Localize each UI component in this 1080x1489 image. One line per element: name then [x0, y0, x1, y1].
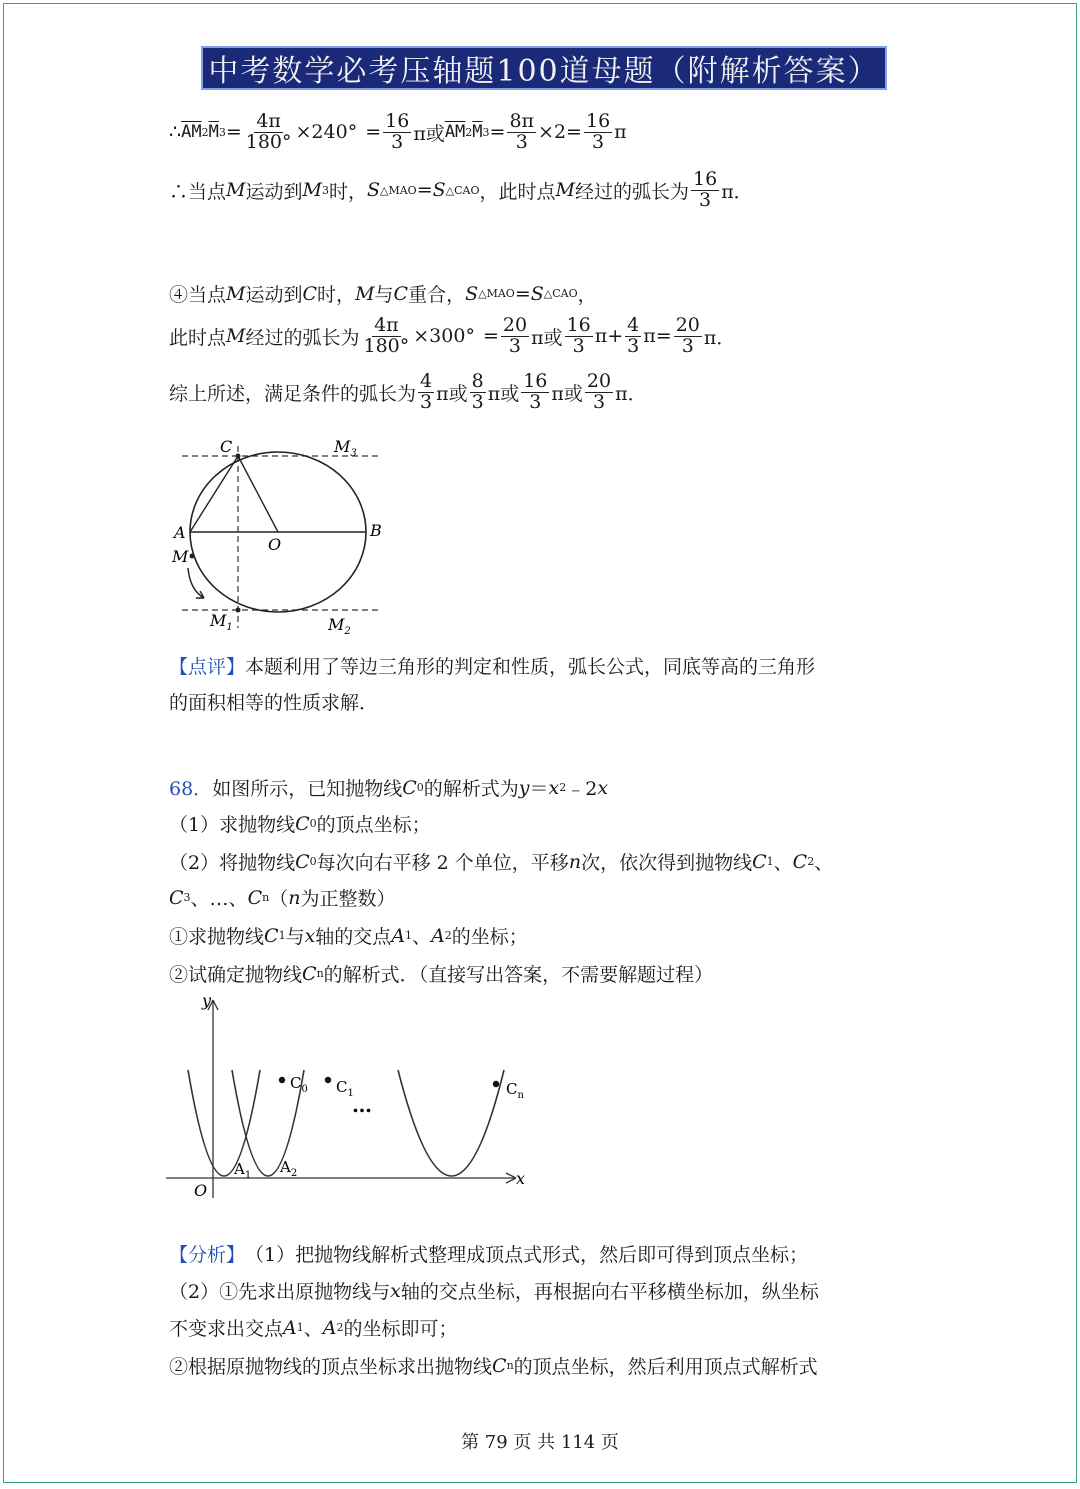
denominator: 3: [391, 130, 404, 153]
text: 每次向右平移 2 个单位，平移: [316, 852, 569, 874]
part-2-line-continued: [169, 884, 395, 911]
text: （2）①先求出原抛物线与: [169, 1281, 391, 1303]
text: 轴的交点: [315, 926, 392, 948]
subscript: 1: [296, 1321, 304, 1334]
label-a2: [279, 1158, 297, 1179]
text: 与: [285, 926, 305, 948]
var-m: M: [226, 179, 246, 202]
text: 的坐标；: [451, 926, 528, 948]
label-subscript: 1: [347, 1088, 354, 1099]
denominator: 180°: [245, 130, 292, 153]
subscript: △CAO: [543, 287, 578, 300]
fraction: [501, 316, 529, 357]
arc-am2m3-label: $\overline{AM}$: [444, 122, 466, 143]
text: 的解析式为: [423, 778, 519, 800]
var-c: C: [792, 850, 808, 873]
subscript: n: [506, 1359, 514, 1372]
subscript: △MAO: [478, 287, 515, 300]
var-c: C: [169, 886, 184, 909]
pi-or: π或: [413, 122, 445, 145]
denominator: 3: [515, 130, 528, 153]
numerator: 16: [566, 314, 591, 336]
text: 如图所示，已知抛物线: [212, 778, 403, 800]
document-page: [3, 3, 1077, 1483]
text: ④当点: [169, 284, 227, 306]
subscript: 2: [336, 1321, 344, 1334]
area-symbol: S: [530, 282, 544, 305]
var-c: C: [302, 282, 318, 305]
fraction: [625, 316, 641, 357]
text: 次，依次得到抛物线: [581, 852, 753, 874]
page-footer: 第 79 页 共 114 页: [461, 1432, 619, 1453]
part-2-line: [169, 848, 833, 875]
text: 时，: [328, 180, 367, 203]
analysis-line-1: [169, 1240, 808, 1267]
fraction: [470, 372, 486, 413]
text: ，此时点: [479, 180, 556, 203]
analysis-tag: 【分析】: [169, 1244, 246, 1266]
ellipsis: …: [352, 1093, 372, 1117]
label-subscript: 1: [244, 1170, 252, 1181]
var-m: M: [226, 282, 246, 305]
subscript: 2: [444, 929, 452, 942]
page-title: 中考数学必考压轴题100道母题（附解析答案）: [201, 46, 887, 90]
label-c: C: [290, 1074, 302, 1092]
var-x: x: [597, 776, 609, 799]
numerator: 20: [675, 314, 700, 336]
numerator: 4π: [374, 314, 399, 336]
numerator: 4: [420, 370, 433, 392]
label-subscript: 2: [290, 1168, 298, 1179]
var-m: M: [302, 179, 322, 202]
analysis-line-3: [169, 1314, 458, 1341]
text: 的顶点坐标，然后利用顶点式解析式: [513, 1356, 818, 1378]
numerator: 16: [385, 110, 410, 132]
var-x: x: [548, 776, 560, 799]
numerator: 16: [585, 110, 611, 132]
label-a: A: [174, 523, 186, 542]
subscript: 3: [482, 125, 490, 139]
equals: =: [365, 121, 382, 144]
equals: =: [514, 282, 531, 305]
superscript: 2: [559, 781, 567, 794]
label-c: C: [336, 1078, 348, 1096]
label-o: O: [268, 535, 282, 554]
denominator: 3: [681, 334, 694, 357]
var-y: y: [518, 776, 530, 799]
text: ②根据原抛物线的顶点坐标求出抛物线: [169, 1356, 493, 1378]
text: 为正整数）: [300, 888, 396, 910]
numerator: 8π: [509, 110, 535, 132]
denominator: 3: [529, 390, 542, 413]
var-c: C: [295, 850, 310, 873]
label-subscript: 0: [301, 1084, 308, 1095]
subscript: 0: [416, 781, 424, 794]
comment-line-1: [169, 652, 815, 679]
text: ∴当点: [169, 180, 227, 203]
subscript: n: [316, 967, 324, 980]
label-c0: [290, 1074, 308, 1095]
numerator: 20: [502, 314, 528, 336]
case-4-line: [169, 280, 597, 307]
label-m: M: [328, 615, 345, 634]
var-c: C: [492, 1354, 507, 1377]
var-x: x: [304, 924, 316, 947]
numerator: 4π: [256, 110, 281, 132]
var-a: A: [283, 1316, 297, 1339]
point-c: [236, 454, 241, 459]
c0-marker: [279, 1077, 285, 1083]
fraction: [383, 112, 411, 153]
text: 的坐标即可；: [343, 1318, 458, 1340]
denominator: 3: [592, 130, 605, 153]
label-a1: [233, 1160, 251, 1181]
subscript: 3: [183, 891, 191, 904]
var-c: C: [295, 812, 310, 835]
analysis-line-4: [169, 1352, 818, 1379]
text: ②试确定抛物线: [169, 964, 303, 986]
text: 此时点: [169, 326, 227, 349]
numerator: 16: [523, 370, 548, 392]
label-m: M: [172, 547, 189, 566]
arc-length-300-line: [169, 316, 735, 357]
text: 轴的交点坐标，再根据向右平移横坐标加，纵坐标: [400, 1281, 819, 1303]
numerator: 8: [471, 370, 484, 392]
text: 与: [374, 284, 394, 306]
fraction: [584, 112, 612, 153]
arc-m-label: $\overline{M}$: [472, 122, 483, 143]
label-m1: [209, 611, 233, 633]
label-subscript: 1: [226, 622, 233, 633]
denominator: 3: [508, 334, 522, 357]
label-m: M: [334, 437, 351, 456]
equals: =: [489, 121, 506, 144]
subscript: △CAO: [445, 183, 480, 197]
subscript: 2: [465, 125, 473, 139]
pi-or: π或: [531, 326, 563, 349]
denominator: 3: [627, 334, 640, 357]
subscript: n: [262, 891, 270, 904]
denominator: 3: [420, 390, 433, 413]
m3-conclusion-line: [169, 170, 753, 211]
fraction: [507, 112, 536, 153]
area-symbol: S: [432, 179, 446, 202]
parabola-figure: [164, 988, 544, 1218]
denominator: 3: [592, 390, 606, 413]
area-symbol: S: [366, 179, 381, 202]
var-m: M: [355, 282, 375, 305]
summary-line: [169, 372, 647, 413]
fraction: [521, 372, 549, 413]
arc-length-formula-line: [169, 112, 627, 153]
var-n: n: [288, 886, 301, 909]
label-cn: [506, 1080, 524, 1101]
numerator: 16: [693, 168, 718, 190]
var-x: x: [390, 1279, 401, 1302]
separator: 、: [303, 1318, 323, 1340]
denominator: 180°: [363, 334, 410, 357]
subscript: 1: [766, 855, 774, 868]
segment-ca: [190, 456, 238, 532]
var-c: C: [247, 886, 263, 909]
label-a: A: [234, 1160, 245, 1178]
equals: =: [482, 325, 499, 348]
text: 时，: [317, 284, 356, 306]
text: 重合，: [408, 284, 466, 306]
numerator: 20: [586, 370, 612, 392]
segment-co: [238, 456, 278, 532]
pi-or: π或: [487, 382, 520, 405]
times-2: ×2=: [538, 121, 582, 144]
subscript: 0: [309, 855, 317, 868]
cn-marker: [493, 1081, 499, 1087]
therefore-symbol: ∴: [169, 121, 182, 144]
pi-equals: π=: [643, 325, 672, 348]
var-c: C: [264, 924, 279, 947]
text: ﹣2: [566, 778, 598, 800]
label-m3: [333, 437, 357, 459]
label-m: M: [210, 611, 227, 630]
label-subscript: n: [517, 1090, 524, 1101]
text: ，: [577, 284, 597, 306]
label-o: O: [194, 1181, 208, 1200]
pi: π: [614, 121, 627, 144]
label-c: C: [506, 1080, 518, 1098]
pi-or: π或: [436, 382, 468, 405]
pi: π．: [703, 326, 736, 349]
var-a: A: [391, 924, 406, 947]
text: 运动到: [245, 284, 303, 306]
pi: π．: [615, 382, 647, 405]
parabola-c0: [188, 1070, 260, 1176]
label-y: y: [202, 991, 212, 1010]
var-a: A: [322, 1316, 337, 1339]
text: 综上所述，满足条件的弧长为: [169, 382, 417, 405]
part-1-line: [169, 810, 431, 837]
comment-line-2: [169, 688, 378, 715]
text: ①求抛物线: [169, 926, 265, 948]
question-number: 68．: [169, 778, 213, 800]
var-c: C: [752, 850, 767, 873]
fraction: [244, 112, 294, 153]
times-300: ×300°: [413, 325, 475, 348]
separator: 、: [773, 852, 793, 874]
label-b: B: [370, 521, 382, 540]
text: 运动到: [245, 180, 303, 203]
subscript: 0: [309, 817, 317, 830]
var-c: C: [302, 962, 317, 985]
denominator: 3: [471, 390, 484, 413]
subpart-2-line: [169, 960, 713, 987]
var-c: C: [402, 776, 417, 799]
comment-text: 本题利用了等边三角形的判定和性质，弧长公式，同底等高的三角形: [245, 656, 816, 678]
subscript: 3: [218, 125, 226, 139]
label-subscript: 2: [344, 626, 351, 637]
text: 的解析式．（直接写出答案，不需要解题过程）: [323, 964, 714, 986]
separator: 、: [412, 926, 432, 948]
label-c: C: [220, 437, 233, 456]
parabola-cn: [398, 1070, 504, 1176]
denominator: 3: [572, 334, 585, 357]
pi-or: π或: [551, 382, 583, 405]
text: （1）求抛物线: [169, 814, 296, 836]
pi: π．: [721, 180, 753, 203]
point-m1: [236, 608, 241, 613]
comment-tag: 【点评】: [169, 656, 246, 678]
arc-am2m3-label: $\overline{AM}$: [181, 122, 202, 143]
var-c: C: [393, 282, 409, 305]
pi-plus: π+: [594, 325, 624, 348]
analysis-line-2: [169, 1277, 819, 1304]
subscript: 3: [321, 183, 329, 197]
denominator: 3: [699, 188, 712, 211]
text: 经过的弧长为: [574, 180, 689, 203]
subpart-1-line: [169, 922, 528, 949]
c1-marker: [325, 1077, 331, 1083]
comment-text: 的面积相等的性质求解．: [169, 692, 379, 714]
label-m2: [327, 615, 351, 637]
var-a: A: [431, 924, 445, 947]
subscript: 2: [201, 125, 209, 139]
fraction: [362, 316, 412, 357]
fraction: [585, 372, 613, 413]
text: 、…、: [190, 888, 248, 910]
arc-m-label: $\overline{M}$: [208, 122, 219, 143]
equals: =: [416, 179, 433, 202]
label-x: x: [516, 1169, 526, 1188]
subscript: △MAO: [380, 183, 417, 197]
text: 的顶点坐标；: [316, 814, 431, 836]
text: 不变求出交点: [169, 1318, 284, 1340]
subscript: 1: [405, 929, 413, 942]
var-m: M: [555, 179, 575, 202]
numerator: 4: [627, 314, 640, 336]
text: 经过的弧长为: [245, 326, 360, 349]
text: （1）把抛物线解析式整理成顶点式形式，然后即可得到顶点坐标；: [245, 1244, 809, 1266]
circle-figure: [164, 432, 404, 642]
fraction: [674, 316, 702, 357]
fraction: [691, 170, 719, 211]
label-subscript: 3: [350, 448, 357, 459]
point-m: [190, 554, 195, 559]
separator: 、: [814, 852, 834, 874]
question-68-line: [169, 774, 608, 801]
area-symbol: S: [465, 282, 479, 305]
subscript: 1: [278, 929, 286, 942]
text: （: [269, 888, 289, 910]
var-m: M: [226, 325, 246, 348]
fraction: [418, 372, 434, 413]
times-240: ×240°: [295, 121, 358, 144]
text: （2）将抛物线: [169, 852, 296, 874]
fraction: [565, 316, 593, 357]
label-a: A: [280, 1158, 291, 1176]
equals: ＝: [529, 778, 549, 800]
equals: =: [225, 121, 242, 144]
subscript: 2: [807, 855, 815, 868]
var-n: n: [568, 850, 582, 873]
